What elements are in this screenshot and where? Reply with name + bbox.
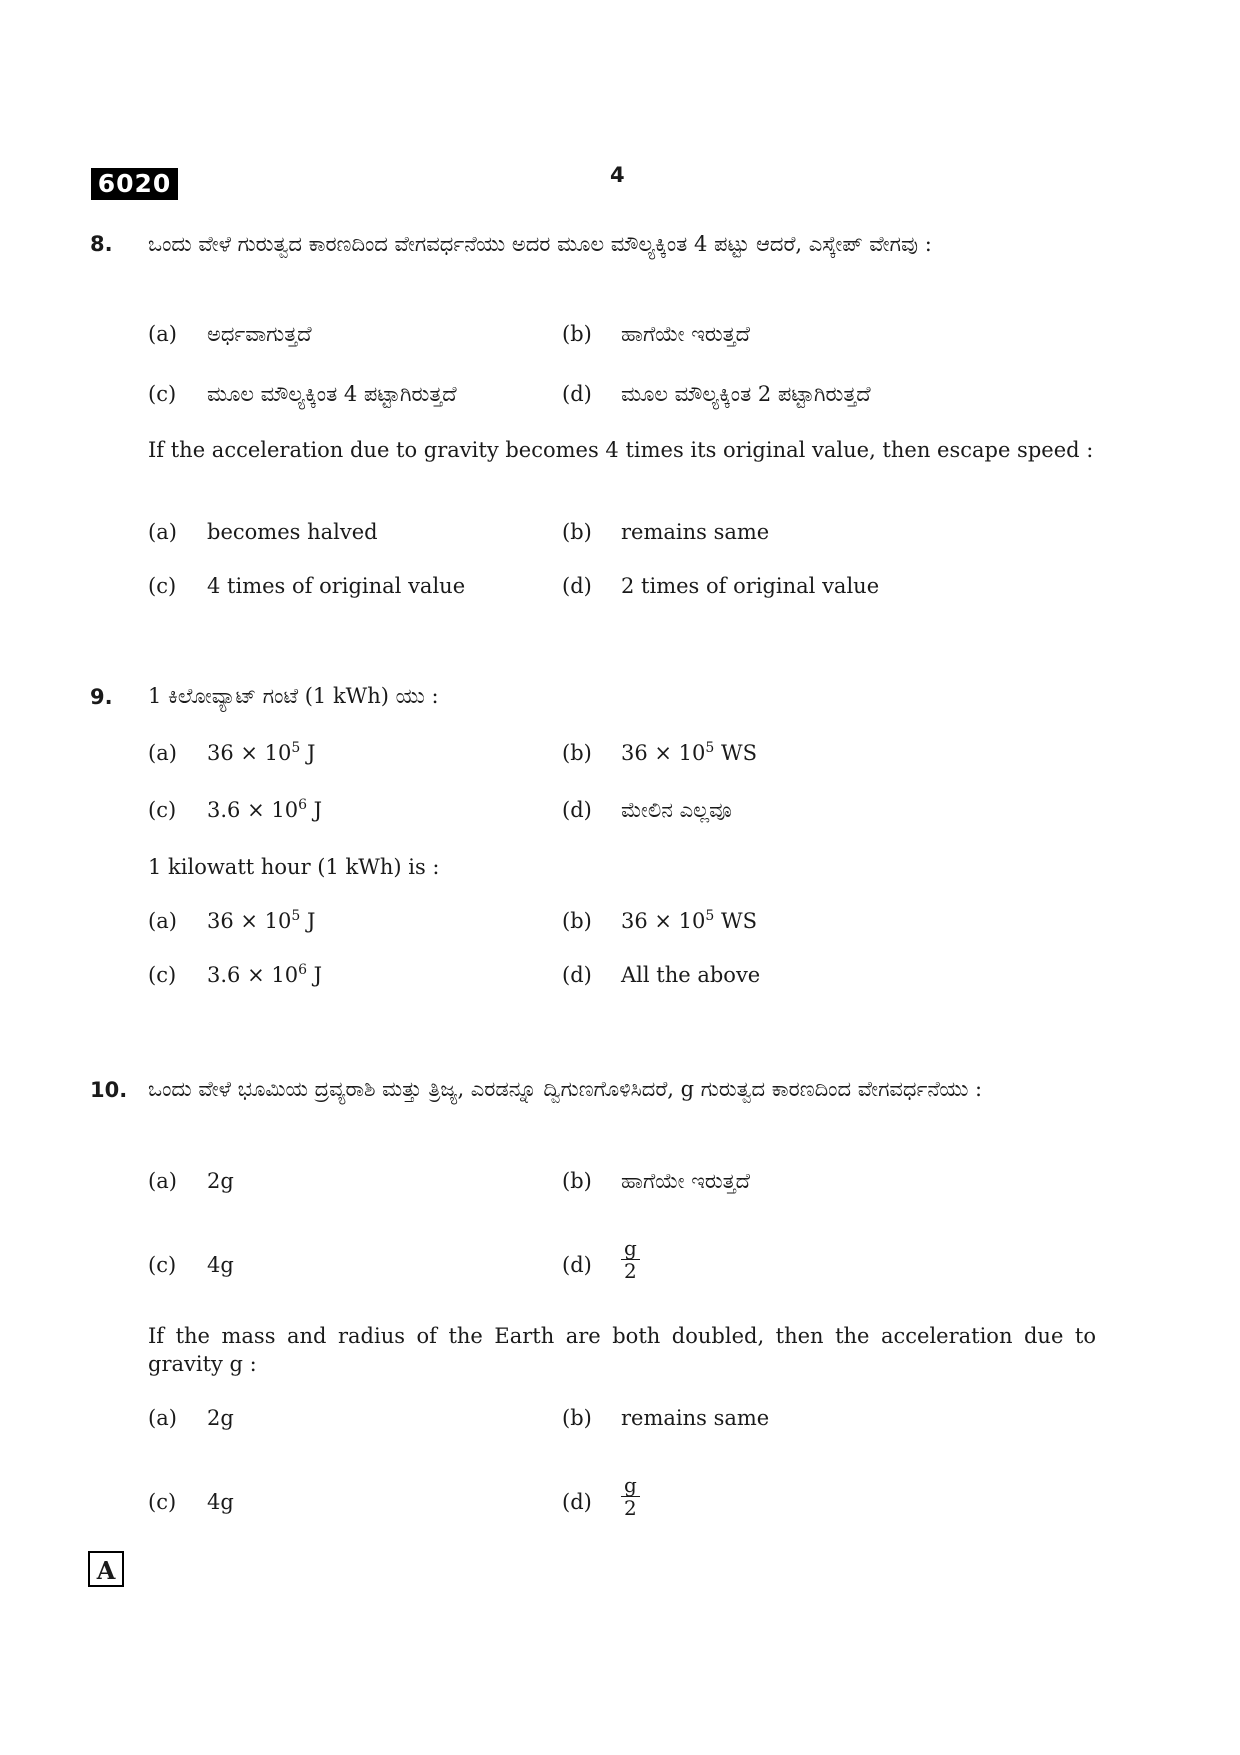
option-text: 4g bbox=[207, 1253, 234, 1277]
option-label: (a) bbox=[148, 322, 177, 346]
option-label: (c) bbox=[148, 798, 177, 822]
option-value: $36 \times 10^5$ WS bbox=[621, 740, 757, 765]
page-number: 4 bbox=[610, 163, 625, 187]
option-text: All the above bbox=[621, 963, 761, 987]
option-label: (b) bbox=[562, 1169, 592, 1193]
option-label: (c) bbox=[148, 963, 177, 987]
option-label: (d) bbox=[562, 963, 592, 987]
option-label: (d) bbox=[562, 1490, 592, 1514]
fraction: $\frac{g}{2}$ bbox=[621, 1237, 640, 1282]
option-label: (c) bbox=[148, 382, 177, 406]
option-text: ಮೇಲಿನ ಎಲ್ಲವೂ bbox=[621, 798, 732, 822]
question-number: 9. bbox=[90, 685, 113, 709]
question-set-label: A bbox=[88, 1551, 124, 1587]
option-value: $36 \times 10^5$ J bbox=[207, 740, 316, 765]
question-text-kannada: ಒಂದು ವೇಳೆ ಗುರುತ್ವದ ಕಾರಣದಿಂದ ವೇಗವರ್ಧನೆಯು ಅದರ ಮೂಲ ಮೌಲ್ಯಕ್ಕಿಂತ 4 ಪಟ್ಟು ಆದರೆ, ಎಸ್ಕೇಪ್ ವೇಗವು : bbox=[148, 232, 932, 256]
option-label: (d) bbox=[562, 382, 592, 406]
option-label: (b) bbox=[562, 322, 592, 346]
option-label: (b) bbox=[562, 909, 592, 933]
option-value: $3.6 \times 10^6$ J bbox=[207, 797, 323, 822]
option-label: (d) bbox=[562, 574, 592, 598]
question-number: 8. bbox=[90, 232, 113, 256]
question-number: 10. bbox=[90, 1078, 128, 1102]
fraction: $\frac{g}{2}$ bbox=[621, 1474, 640, 1519]
option-text: remains same bbox=[621, 520, 770, 544]
option-label: (b) bbox=[562, 520, 592, 544]
option-label: (a) bbox=[148, 909, 177, 933]
option-text: ಅರ್ಧವಾಗುತ್ತದೆ bbox=[207, 322, 312, 346]
option-text: ಮೂಲ ಮೌಲ್ಯಕ್ಕಿಂತ 4 ಪಟ್ಟಾಗಿರುತ್ತದೆ bbox=[207, 382, 457, 406]
question-text-kannada: ಒಂದು ವೇಳೆ ಭೂಮಿಯ ದ್ರವ್ಯರಾಶಿ ಮತ್ತು ತ್ರಿಜ್ಯ, ಎರಡನ್ನೂ ದ್ವಿಗುಣಗೊಳಿಸಿದರೆ, g ಗುರುತ್ವದ ಕಾರಣದಿಂದ ವೇಗವರ್ಧನೆಯು : bbox=[148, 1077, 983, 1101]
option-text: ಹಾಗೆಯೇ ಇರುತ್ತದೆ bbox=[621, 322, 750, 346]
question-text-kannada: 1 ಕಿಲೋವ್ಯಾಟ್ ಗಂಟೆ (1 kWh) ಯು : bbox=[148, 684, 439, 708]
option-text: 2g bbox=[207, 1169, 234, 1193]
question-text-english: If the mass and radius of the Earth are both doubled, then the acceleration due to gravity g : bbox=[148, 1324, 1096, 1376]
option-label: (d) bbox=[562, 1253, 592, 1277]
option-text: ಮೂಲ ಮೌಲ್ಯಕ್ಕಿಂತ 2 ಪಟ್ಟಾಗಿರುತ್ತದೆ bbox=[621, 382, 871, 406]
option-text: remains same bbox=[621, 1406, 770, 1430]
option-label: (a) bbox=[148, 520, 177, 544]
question-text-english: If the acceleration due to gravity becomes 4 times its original value, then escape speed : bbox=[148, 438, 1094, 462]
option-text: 2 times of original value bbox=[621, 574, 880, 598]
option-text: ಹಾಗೆಯೇ ಇರುತ್ತದೆ bbox=[621, 1169, 750, 1193]
option-label: (c) bbox=[148, 1253, 177, 1277]
option-text: becomes halved bbox=[207, 520, 378, 544]
question-text-english: 1 kilowatt hour (1 kWh) is : bbox=[148, 855, 440, 879]
option-text: 4 times of original value bbox=[207, 574, 466, 598]
option-label: (b) bbox=[562, 741, 592, 765]
option-label: (d) bbox=[562, 798, 592, 822]
paper-code-badge: 6020 bbox=[91, 168, 178, 200]
option-value: $36 \times 10^5$ WS bbox=[621, 908, 757, 933]
option-text: 2g bbox=[207, 1406, 234, 1430]
option-label: (c) bbox=[148, 574, 177, 598]
option-value: $36 \times 10^5$ J bbox=[207, 908, 316, 933]
option-label: (c) bbox=[148, 1490, 177, 1514]
option-text: 4g bbox=[207, 1490, 234, 1514]
option-label: (b) bbox=[562, 1406, 592, 1430]
option-label: (a) bbox=[148, 1169, 177, 1193]
option-value: $3.6 \times 10^6$ J bbox=[207, 962, 323, 987]
option-label: (a) bbox=[148, 1406, 177, 1430]
option-label: (a) bbox=[148, 741, 177, 765]
